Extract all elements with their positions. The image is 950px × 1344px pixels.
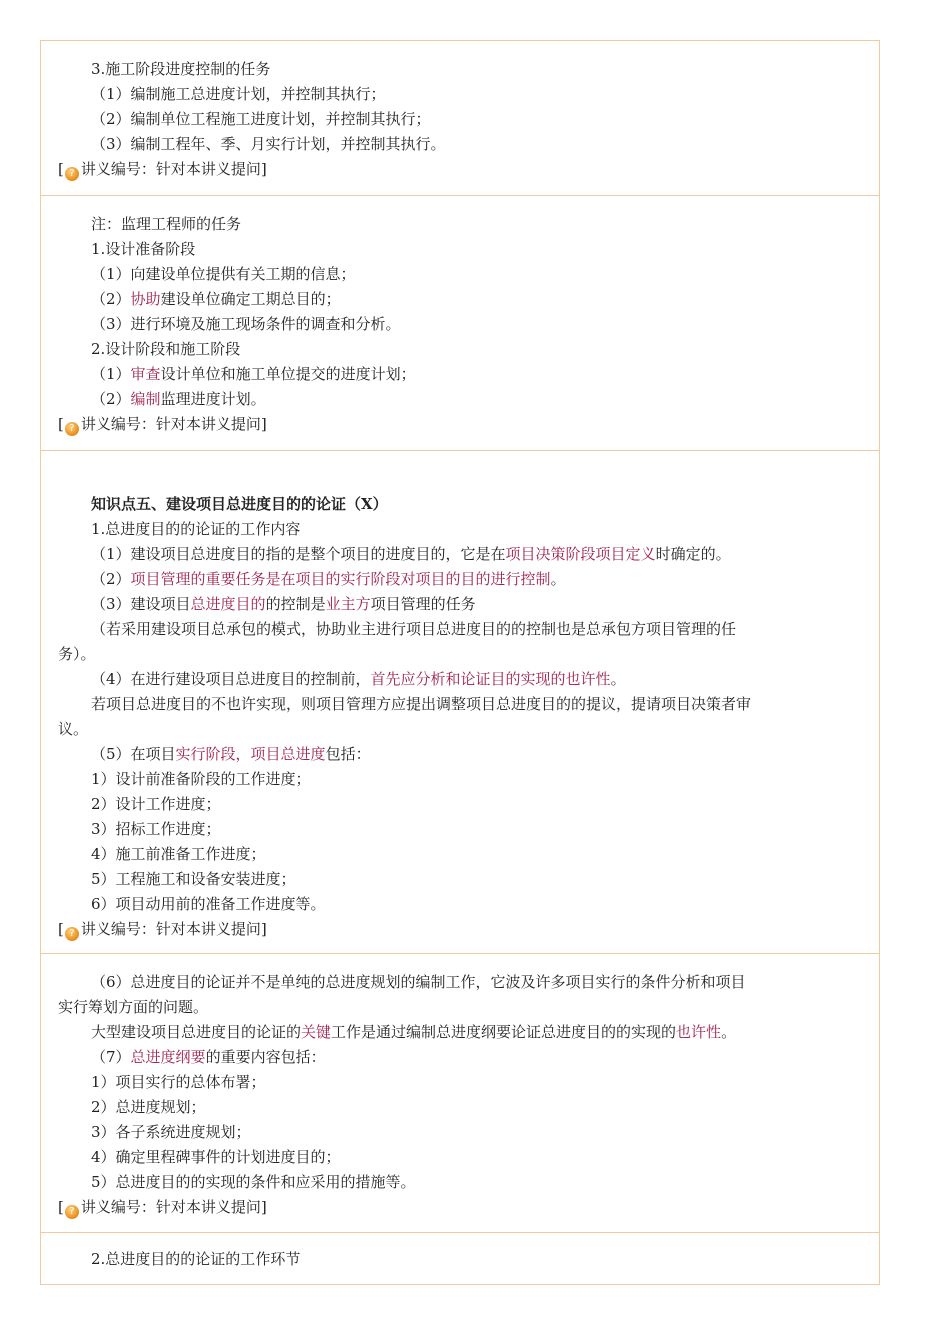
ask-link-text[interactable]: 讲义编号：针对本讲义提问 bbox=[80, 160, 261, 178]
text: （2） bbox=[91, 290, 131, 308]
text: （2） bbox=[91, 390, 131, 408]
text: 的控制是 bbox=[265, 595, 326, 613]
list-item: 3）各子系统进度规划； bbox=[91, 1123, 251, 1141]
list-item: （1）向建设单位提供有关工期的信息； bbox=[91, 265, 356, 283]
list-item: （3）进行环境及施工现场条件的调查和分析。 bbox=[91, 315, 401, 333]
list-item: 1）设计前准备阶段的工作进度； bbox=[91, 770, 311, 788]
heading: 注：监理工程师的任务 bbox=[91, 215, 242, 233]
ask-link-text[interactable]: 讲义编号：针对本讲义提问 bbox=[80, 415, 261, 433]
text: 大型建设项目总进度目的论证的 bbox=[91, 1023, 302, 1041]
text: 的重要内容包括： bbox=[205, 1048, 326, 1066]
question-icon: ? bbox=[65, 1205, 79, 1219]
list-item: （1）编制施工总进度计划，并控制其执行； bbox=[91, 85, 386, 103]
list-item: （3）编制工程年、季、月实行计划，并控制其执行。 bbox=[91, 135, 446, 153]
paragraph bbox=[91, 569, 566, 589]
text: （5）在项目 bbox=[91, 745, 176, 763]
section-2 bbox=[41, 196, 879, 451]
paragraph: （若采用建设项目总承包的模式，协助业主进行项目总进度目的的控制也是总承包方项目管理的任 bbox=[91, 620, 737, 638]
ask-link-text[interactable]: 讲义编号：针对本讲义提问 bbox=[80, 1198, 261, 1216]
list-item: 6）项目动用前的准备工作进度等。 bbox=[91, 895, 326, 913]
highlight-text: 项目决策阶段项目定义 bbox=[505, 545, 656, 563]
ask-link-text[interactable]: 讲义编号：针对本讲义提问 bbox=[80, 920, 261, 938]
highlight-text: 业主方 bbox=[325, 595, 371, 613]
paragraph: 若项目总进度目的不也许实现，则项目管理方应提出调整项目总进度目的的提议，提请项目决策者审 bbox=[91, 695, 752, 713]
question-icon: ? bbox=[65, 422, 79, 436]
heading: 3.施工阶段进度控制的任务 bbox=[91, 60, 271, 78]
list-item: （2）编制单位工程施工进度计划，并控制其执行； bbox=[91, 110, 431, 128]
highlight-text: 总进度纲要 bbox=[130, 1048, 206, 1066]
text: 工作是通过编制总进度纲要论证总进度目的的实现的 bbox=[331, 1023, 677, 1041]
paragraph: 务）。 bbox=[58, 645, 96, 663]
subheading: 1.总进度目的的论证的工作内容 bbox=[91, 520, 301, 538]
highlight-text: 编制 bbox=[130, 390, 161, 408]
ask-question-link[interactable]: [ ? 讲义编号：针对本讲义提问] bbox=[58, 920, 267, 939]
ask-question-link[interactable]: [ ? 讲义编号：针对本讲义提问] bbox=[58, 160, 267, 179]
list-item: 2）设计工作进度； bbox=[91, 795, 221, 813]
section-title: 知识点五、建设项目总进度目的的论证（X） bbox=[91, 495, 388, 513]
highlight-text: 关键 bbox=[301, 1023, 332, 1041]
text: 包括： bbox=[325, 745, 371, 763]
section-5 bbox=[41, 1233, 879, 1285]
text: （7） bbox=[91, 1048, 131, 1066]
section-3 bbox=[41, 451, 879, 954]
list-item: 1）项目实行的总体布署； bbox=[91, 1073, 266, 1091]
paragraph bbox=[91, 669, 626, 689]
text: 设计单位和施工单位提交的进度计划； bbox=[160, 365, 416, 383]
text: （4）在进行建设项目总进度目的控制前， bbox=[91, 670, 371, 688]
list-item: 5）工程施工和设备安装进度； bbox=[91, 870, 296, 888]
list-item: 3）招标工作进度； bbox=[91, 820, 221, 838]
ask-question-link[interactable]: [ ? 讲义编号：针对本讲义提问] bbox=[58, 415, 267, 434]
section-4 bbox=[41, 954, 879, 1233]
text: （2） bbox=[91, 570, 131, 588]
list-item: 4）确定里程碑事件的计划进度目的； bbox=[91, 1148, 341, 1166]
text: （3）建设项目 bbox=[91, 595, 191, 613]
text: 时确定的。 bbox=[655, 545, 731, 563]
text: 。 bbox=[610, 670, 626, 688]
highlight-text: 项目管理的重要任务是在项目的实行阶段对项目的目的进行控制 bbox=[130, 570, 551, 588]
list-item: 2）总进度规划； bbox=[91, 1098, 206, 1116]
ask-question-link[interactable]: [ ? 讲义编号：针对本讲义提问] bbox=[58, 1198, 267, 1217]
list-item: 4）施工前准备工作进度； bbox=[91, 845, 266, 863]
text: 项目管理的任务 bbox=[370, 595, 476, 613]
highlight-text: 审查 bbox=[130, 365, 161, 383]
subheading: 1.设计准备阶段 bbox=[91, 240, 196, 258]
paragraph bbox=[91, 744, 371, 764]
paragraph: （6）总进度目的论证并不是单纯的总进度规划的编制工作，它波及许多项目实行的条件分析和项目 bbox=[91, 973, 746, 991]
paragraph bbox=[91, 1047, 326, 1067]
subheading: 2.总进度目的的论证的工作环节 bbox=[91, 1250, 301, 1268]
question-icon: ? bbox=[65, 927, 79, 941]
paragraph bbox=[91, 544, 731, 564]
paragraph: 实行筹划方面的问题。 bbox=[58, 998, 209, 1016]
list-item bbox=[91, 289, 341, 309]
subheading: 2.设计阶段和施工阶段 bbox=[91, 340, 241, 358]
highlight-text: 实行阶段，项目总进度 bbox=[175, 745, 326, 763]
paragraph: 议。 bbox=[58, 720, 89, 738]
text: 。 bbox=[721, 1023, 737, 1041]
list-item bbox=[91, 389, 266, 409]
document-frame bbox=[40, 40, 880, 1285]
highlight-text: 首先应分析和论证目的实现的也许性 bbox=[370, 670, 611, 688]
highlight-text: 总进度目的 bbox=[190, 595, 266, 613]
highlight-text: 也许性 bbox=[676, 1023, 722, 1041]
text: 建设单位确定工期总目的； bbox=[160, 290, 341, 308]
paragraph bbox=[91, 1022, 736, 1042]
text: 。 bbox=[550, 570, 566, 588]
text: 监理进度计划。 bbox=[160, 390, 266, 408]
list-item bbox=[91, 364, 416, 384]
question-icon: ? bbox=[65, 167, 79, 181]
list-item: 5）总进度目的的实现的条件和应采用的措施等。 bbox=[91, 1173, 416, 1191]
text: （1）建设项目总进度目的指的是整个项目的进度目的，它是在 bbox=[91, 545, 506, 563]
paragraph bbox=[91, 594, 476, 614]
text: （1） bbox=[91, 365, 131, 383]
highlight-text: 协助 bbox=[130, 290, 161, 308]
section-1 bbox=[41, 41, 879, 196]
